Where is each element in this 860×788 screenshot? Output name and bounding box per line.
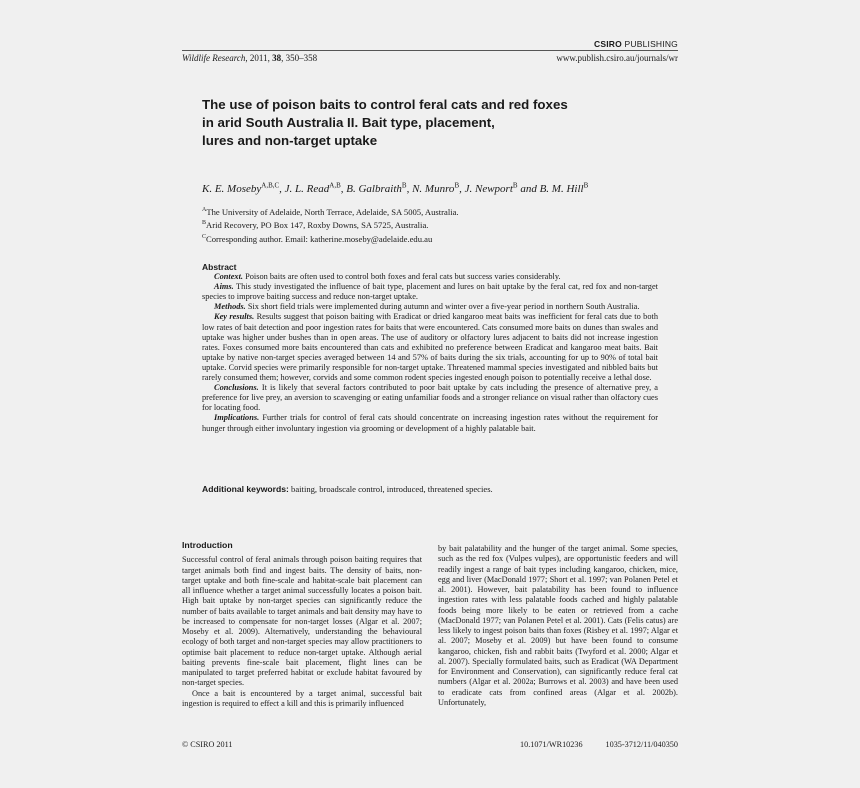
body-paragraph: by bait palatability and the hunger of the target animal. Some species, such as the red fox (Vulpes vulpes), are opportunistic feeders and will readily ingest a range of bait types including kangaroo, chicken, mice, egg and liver (MacDonald 1977; Short et al. 1997; van Polanen Petel et al. 2001). However, bait palatability has been found to influence ingestion rates with less palatable foods cached and highly palatable foods being more likely to be eaten or retrieved from a cache (MacDonald 1977; van Polanen Petel et al. 2001). Cats (Felis catus) are less likely to ingest poison baits than foxes (Risbey et al. 1997; Algar et al. 2007; Moseby et al. 2009) but have been found to consume kangaroo, chicken, fish and rabbit baits (Twyford et al. 2000; Algar et al. 2007). Specially formulated baits, such as Eradicat (WA Department for Environment and Conservation), can significantly reduce feral cat numbers (Algar et al. 2002a; Burrows et al. 2003) and have been used to eradicate cats from confined areas (Algar et al. 2002b). Unfortunately, (438, 544, 678, 707)
author-list (202, 178, 672, 196)
author: B. M. Hill$^B$ (539, 181, 589, 195)
author: K. E. Moseby$^{A,B,C}$, (202, 181, 285, 195)
body-paragraph: Successful control of feral animals through poison baiting requires that target animals both find and ingest baits. The density of baits, non-target uptake and both fine-scale and habitat-scale bait placement can all influence whether a target animal successfully locates a poison bait. High bait uptake by non-target species can significantly reduce the number of baits available to target animals and bait density may have to be increased to compensate for non-target losses (Algar et al. 2007; Moseby et al. 2009). Alternatively, understanding the behavioural ecology of both target and non-target species may allow practitioners to optimise bait placement to reduce non-target uptake. Although aerial baiting prevents fine-scale bait placement, flight lines can be manipulated to target preferred habitat or exclude habitat favoured by non-target species. (182, 555, 422, 688)
abstract-context: Context. Poison baits are often used to control both foxes and feral cats but success varies considerably. (214, 272, 561, 282)
journal-header (182, 53, 678, 65)
body-paragraph: Once a bait is encountered by a target animal, successful bait ingestion is required to effect a kill and this is primarily influenced (182, 688, 422, 708)
abstract-heading: Abstract (202, 262, 237, 272)
author: N. Munro$^B$, (412, 181, 465, 195)
affiliation: $^A$The University of Adelaide, North Terrace, Adelaide, SA 5005, Australia. (202, 206, 459, 217)
body-column-right (438, 544, 678, 708)
journal-url[interactable]: www.publish.csiro.au/journals/wr (556, 53, 678, 63)
paper-title: The use of poison baits to control feral cats and red foxes in arid South Australia II. Bait type, placement, lures and non-target uptake (202, 97, 568, 148)
author: J. Newport$^B$ and (464, 181, 540, 195)
issn: 1035-3712/11/040350 (605, 740, 678, 749)
doi[interactable]: 10.1071/WR10236 (520, 740, 583, 749)
affiliations (202, 205, 672, 245)
keywords: Additional keywords: baiting, broadscale control, introduced, threatened species. (202, 484, 493, 494)
publisher-logo: CSIRO PUBLISHING (594, 39, 678, 49)
abstract-aims: Aims. This study investigated the influence of bait type, placement and lures on bait uptake by the feral cat, red fox and non-target species to improve baiting success and reduce non-target uptake. (202, 282, 658, 302)
section-heading-introduction: Introduction (182, 540, 233, 550)
affiliation: $^B$Arid Recovery, PO Box 147, Roxby Downs, SA 5725, Australia. (202, 220, 429, 231)
abstract-implications: Implications. Further trials for control of feral cats should concentrate on increasing ingestion rates without the requirement for hunger through either involuntary ingestion via grooming or development of a highly palatable bait. (202, 413, 658, 433)
header-rule (182, 50, 678, 51)
page-footer (182, 740, 678, 752)
affiliation-corresponding: $^C$Corresponding author. Email: katherine.moseby@adelaide.edu.au (202, 233, 433, 244)
abstract-key-results: Key results. Results suggest that poison baiting with Eradicat or dried kangaroo meat baits was inefficient for feral cats due to both low rates of bait detection and poor ingestion rates for baits that were encountered. Cats consumed more baits on dunes than swales and uptake was higher under bushes than in open areas. The use of auditory or olfactory lures adjacent to baits did not increase ingestion rates. Foxes consumed more baits encountered than cats and exhibited no preference between Eradicat and kangaroo meat baits. Bait uptake by native non-target species averaged between 14 and 57% of baits during the six trials, accounting for up to 90% of total bait uptake. Corvid species were primarily responsible for non-target uptake. Threatened mammal species investigated and nibbled baits but rarely consumed them; however, corvids and some common rodent species ingested enough poison to potentially receive a lethal dose. (202, 312, 658, 383)
abstract (202, 262, 658, 434)
body-column-left (182, 540, 422, 709)
author: J. L. Read$^{A,B}$, (284, 181, 347, 195)
author: B. Galbraith$^B$, (346, 181, 413, 195)
abstract-conclusions: Conclusions. It is likely that several factors contributed to poor bait uptake by cats including the presence of alternative prey, a preference for live prey, an aversion to scavenging or eating unfamiliar foods and a stronger reliance on visual rather than olfactory cues for locating food. (202, 383, 658, 413)
abstract-methods: Methods. Six short field trials were implemented during autumn and winter over a five-year period in northern South Australia. (214, 302, 640, 312)
journal-citation: Wildlife Research, 2011, 38, 350–358 (182, 53, 318, 63)
copyright: © CSIRO 2011 (182, 740, 233, 749)
